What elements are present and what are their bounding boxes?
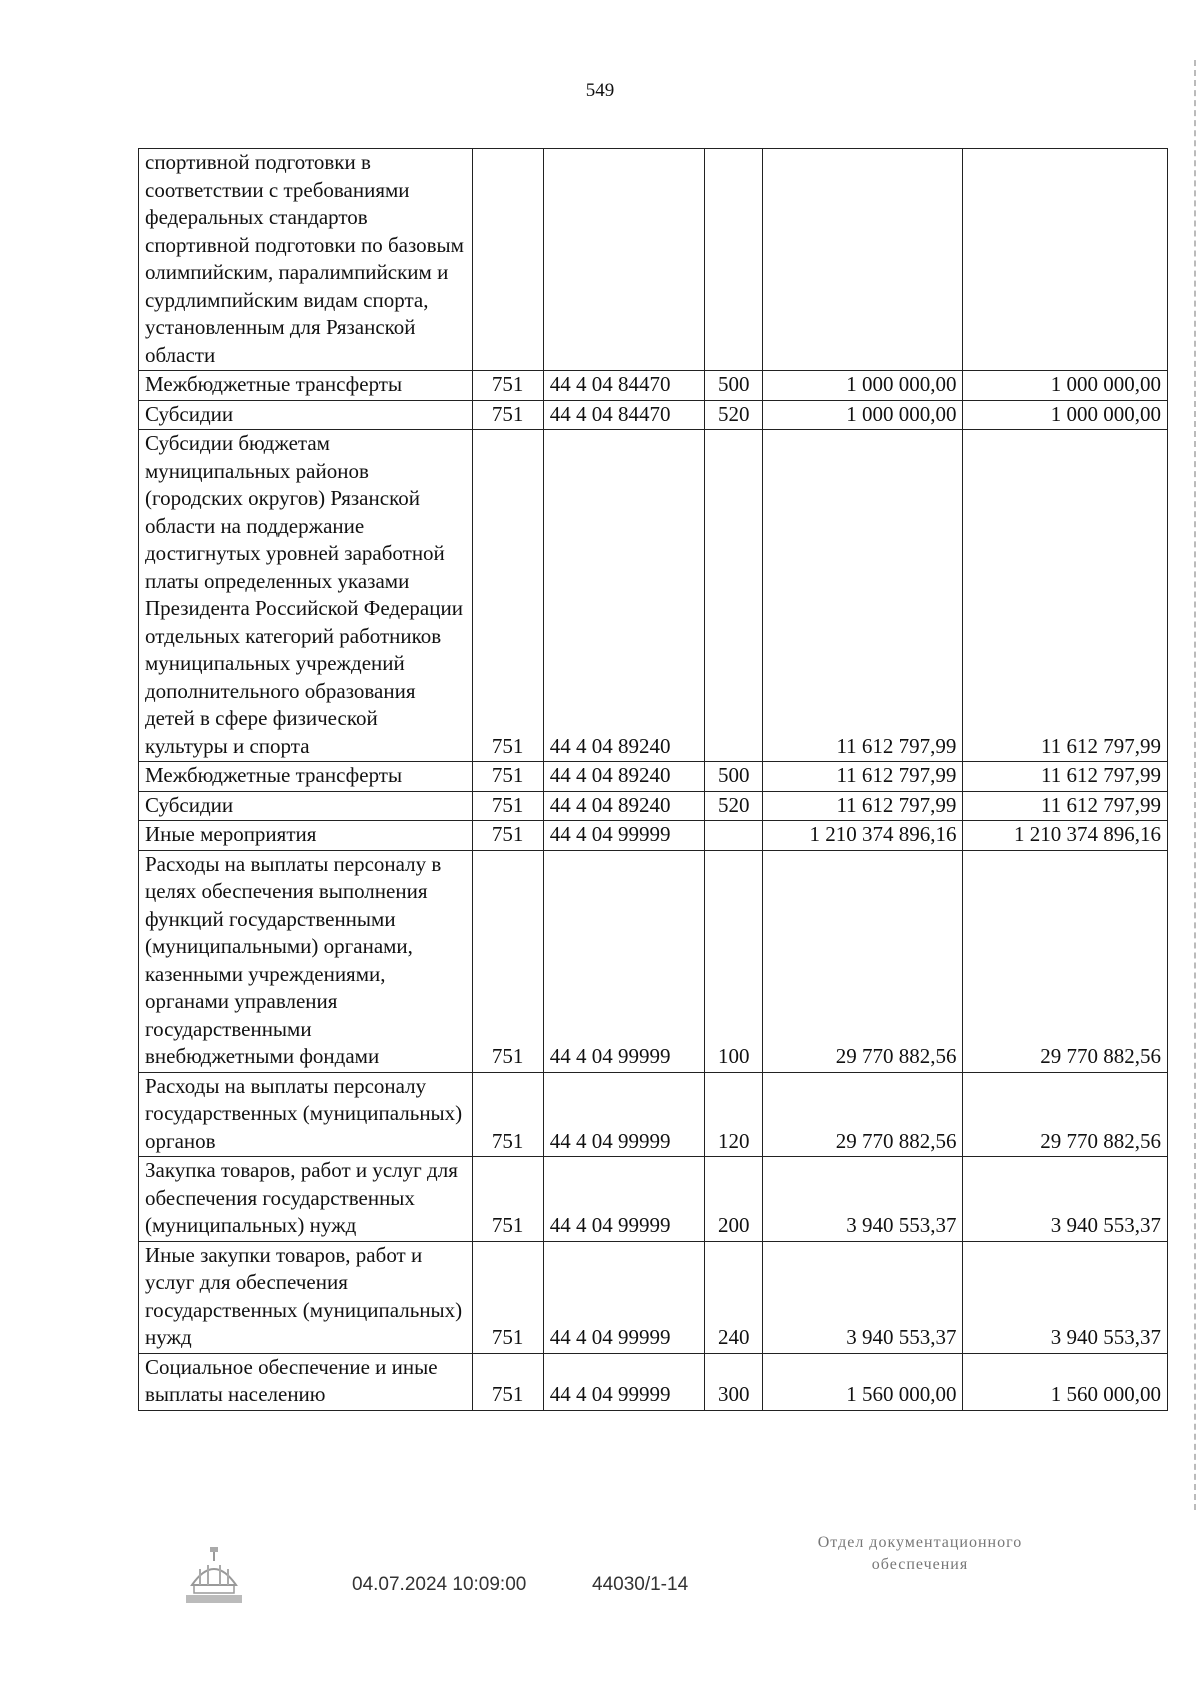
table-row [139,821,1168,851]
row-amount-1: 11 612 797,99 [763,791,963,821]
row-amount-1: 1 000 000,00 [763,400,963,430]
row-amount-1: 3 940 553,37 [763,1241,963,1353]
table-row [139,791,1168,821]
row-name: Иные мероприятия [139,821,473,851]
row-target-article: 44 4 04 99999 [543,1072,704,1157]
row-code: 751 [472,430,543,762]
row-expense-type: 240 [705,1241,763,1353]
row-expense-type: 520 [705,400,763,430]
row-target-article: 44 4 04 99999 [543,821,704,851]
stamp-line-2: обеспечения [871,1556,969,1573]
row-target-article: 44 4 04 89240 [543,791,704,821]
row-amount-2: 1 560 000,00 [963,1353,1168,1410]
row-expense-type [705,149,763,371]
row-code: 751 [472,791,543,821]
table-row [139,762,1168,792]
row-expense-type [705,430,763,762]
row-code: 751 [472,400,543,430]
table-row [139,1072,1168,1157]
page-number: 549 [585,80,615,101]
row-name: спортивной подготовки в соответствии с требованиями федеральных стандартов спортивной подготовки по базовым олимпийским, паралимпийским и сурдлимпийским видам спорта, установленным для Рязанской области [139,149,473,371]
table-row [139,430,1168,762]
table-row [139,371,1168,401]
row-target-article: 44 4 04 84470 [543,400,704,430]
row-amount-2: 11 612 797,99 [963,430,1168,762]
table-row [139,1353,1168,1410]
row-amount-2: 29 770 882,56 [963,1072,1168,1157]
row-amount-1: 29 770 882,56 [763,1072,963,1157]
table-row [139,850,1168,1072]
row-name: Расходы на выплаты персоналу в целях обеспечения выполнения функций государственными (муниципальными) органами, казенными учреждениями, органами управления государственными внебюджетными фондами [139,850,473,1072]
row-name: Иные закупки товаров, работ и услуг для обеспечения государственных (муниципальных) нужд [139,1241,473,1353]
row-target-article: 44 4 04 84470 [543,371,704,401]
row-expense-type: 300 [705,1353,763,1410]
row-target-article: 44 4 04 99999 [543,1157,704,1242]
row-amount-2: 11 612 797,99 [963,762,1168,792]
row-amount-2: 3 940 553,37 [963,1157,1168,1242]
row-target-article: 44 4 04 99999 [543,1353,704,1410]
row-target-article: 44 4 04 99999 [543,1241,704,1353]
row-name: Социальное обеспечение и иные выплаты населению [139,1353,473,1410]
row-name: Субсидии [139,400,473,430]
row-target-article: 44 4 04 89240 [543,430,704,762]
row-amount-2: 1 000 000,00 [963,371,1168,401]
row-amount-1: 1 000 000,00 [763,371,963,401]
scan-edge-marks [1194,60,1200,1510]
row-code: 751 [472,1353,543,1410]
row-amount-2 [963,149,1168,371]
duma-emblem-icon [178,1545,250,1607]
row-amount-1: 1 560 000,00 [763,1353,963,1410]
row-name: Субсидии [139,791,473,821]
table-row [139,149,1168,371]
row-amount-2: 1 210 374 896,16 [963,821,1168,851]
row-code: 751 [472,1241,543,1353]
row-amount-2: 29 770 882,56 [963,850,1168,1072]
row-name: Межбюджетные трансферты [139,762,473,792]
row-code: 751 [472,371,543,401]
row-amount-2: 11 612 797,99 [963,791,1168,821]
row-amount-1: 1 210 374 896,16 [763,821,963,851]
row-code: 751 [472,850,543,1072]
row-amount-2: 3 940 553,37 [963,1241,1168,1353]
row-name: Расходы на выплаты персоналу государственных (муниципальных) органов [139,1072,473,1157]
footer-doc-number: 44030/1-14 [592,1574,689,1595]
row-name: Межбюджетные трансферты [139,371,473,401]
row-code: 751 [472,1072,543,1157]
row-amount-1: 3 940 553,37 [763,1157,963,1242]
row-code: 751 [472,762,543,792]
row-expense-type: 520 [705,791,763,821]
budget-table [138,148,1168,1411]
row-amount-2: 1 000 000,00 [963,400,1168,430]
row-expense-type: 100 [705,850,763,1072]
row-expense-type: 200 [705,1157,763,1242]
row-expense-type: 120 [705,1072,763,1157]
row-expense-type [705,821,763,851]
table-row [139,1157,1168,1242]
row-amount-1 [763,149,963,371]
department-stamp [760,1532,1080,1576]
row-target-article: 44 4 04 99999 [543,850,704,1072]
row-expense-type: 500 [705,762,763,792]
row-amount-1: 29 770 882,56 [763,850,963,1072]
table-row [139,1241,1168,1353]
row-name: Закупка товаров, работ и услуг для обеспечения государственных (муниципальных) нужд [139,1157,473,1242]
row-code: 751 [472,1157,543,1242]
row-code: 751 [472,821,543,851]
row-target-article: 44 4 04 89240 [543,762,704,792]
stamp-line-1: Отдел документационного [817,1534,1023,1551]
row-amount-1: 11 612 797,99 [763,762,963,792]
row-expense-type: 500 [705,371,763,401]
row-name: Субсидии бюджетам муниципальных районов (городских округов) Рязанской области на поддержание достигнутых уровней заработной платы определенных указами Президента Российской Федерации отдельных категорий работников муниципальных учреждений дополнительного образования детей в сфере физической культуры и спорта [139,430,473,762]
row-amount-1: 11 612 797,99 [763,430,963,762]
table-row [139,400,1168,430]
row-code [472,149,543,371]
row-target-article [543,149,704,371]
footer-datetime: 04.07.2024 10:09:00 [352,1574,527,1595]
